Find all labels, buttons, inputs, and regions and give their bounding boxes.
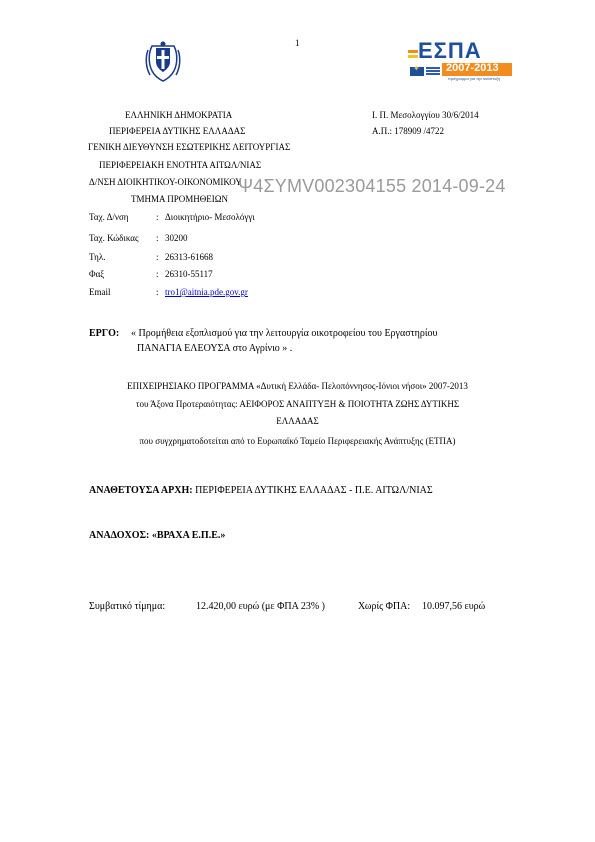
programme-line2: του Άξονα Προτεραιότητας: ΑΕΙΦΟΡΟΣ ΑΝΑΠΤΥΞΗ & ΠΟΙΟΤΗΤΑ ΖΩΗΣ ΔΥΤΙΚΗΣ bbox=[135, 399, 460, 409]
project-title-line1: « Προμήθεια εξοπλισμού για την λειτουργία οικοτροφείου του Εργαστηρίου bbox=[131, 328, 438, 339]
eu-flag-icon: ✦ bbox=[410, 67, 424, 76]
email-label: Email bbox=[89, 287, 111, 297]
header-line-republic: ΕΛΛΗΝΙΚΗ ΔΗΜΟΚΡΑΤΙΑ bbox=[125, 110, 233, 120]
header-line-directorate: ΓΕΝΙΚΗ ΔΙΕΥΘΥΝΣΗ ΕΣΩΤΕΡΙΚΗΣ ΛΕΙΤΟΥΡΓΙΑΣ bbox=[88, 142, 291, 152]
project-title-line2: ΠΑΝΑΓΙΑ ΕΛΕΟΥΣΑ στο Αγρίνιο » . bbox=[137, 343, 293, 354]
phone-value: 26313-61668 bbox=[165, 252, 213, 262]
espa-tagline: πρόγραμμα για την ανάπτυξη bbox=[448, 76, 501, 81]
espa-years-box bbox=[442, 63, 512, 76]
authority-label: ΑΝΑΘΕΤΟΥΣΑ ΑΡΧΗ: bbox=[89, 485, 193, 496]
project-label: ΕΡΓΟ: bbox=[89, 328, 120, 339]
email-sep: : bbox=[156, 287, 159, 297]
header-line-unit: ΠΕΡΙΦΕΡΕΙΑΚΗ ΕΝΟΤΗΤΑ ΑΙΤΩΛ/ΝΙΑΣ bbox=[99, 160, 262, 170]
contractor bbox=[89, 530, 225, 541]
email-link[interactable]: tro1@aitnia.pde.gov.gr bbox=[165, 287, 248, 297]
price-without-vat-value: 10.097,56 ευρώ bbox=[422, 601, 486, 612]
header-line-region: ΠΕΡΙΦΕΡΕΙΑ ΔΥΤΙΚΗΣ ΕΛΛΑΔΑΣ bbox=[109, 126, 246, 136]
price-with-vat: 12.420,00 ευρώ (με ΦΠΑ 23% ) bbox=[196, 601, 325, 612]
protocol-number: Α.Π.: 178909 /4722 bbox=[372, 126, 444, 136]
place-date: Ι. Π. Μεσολογγίου 30/6/2014 bbox=[372, 110, 479, 120]
zip-sep: : bbox=[156, 233, 159, 243]
phone-sep: : bbox=[156, 252, 159, 262]
fax-value: 26310-55117 bbox=[165, 269, 213, 279]
espa-stripe-yellow bbox=[408, 55, 418, 58]
programme-line4: που συγχρηματοδοτείται από το Ευρωπαϊκό Ταμείο Περιφερειακής Ανάπτυξης (ΕΤΠΑ) bbox=[139, 436, 456, 446]
fax-label: Φαξ bbox=[89, 269, 105, 279]
contractor-label: ΑΝΑΔΟΧΟΣ: bbox=[89, 530, 150, 541]
contractor-value: «ΒΡΑΧΑ Ε.Π.Ε.» bbox=[149, 530, 226, 541]
espa-logo-title: ΕΣΠΑ bbox=[418, 38, 482, 63]
authority-value: ΠΕΡΙΦΕΡΕΙΑ ΔΥΤΙΚΗΣ ΕΛΛΑΔΑΣ - Π.Ε. ΑΙΤΩΛ/ΝΙΑΣ bbox=[192, 485, 433, 496]
price-label: Συμβατικό τίμημα: bbox=[89, 601, 166, 612]
header-line-department: Δ/ΝΣΗ ΔΙΟΙΚΗΤΙΚΟΥ-ΟΙΚΟΝΟΜΙΚΟΥ bbox=[89, 177, 242, 187]
programme-line1: ΕΠΙΧΕΙΡΗΣΙΑΚΟ ΠΡΟΓΡΑΜΜΑ «Δυτική Ελλάδα- Πελοπόννησος-Ιόνιοι νήσοι» 2007-2013 bbox=[127, 381, 468, 391]
zip-label: Ταχ. Κώδικας bbox=[89, 233, 139, 243]
programme-line3: ΕΛΛΑΔΑΣ bbox=[276, 416, 319, 426]
address-value: Διοικητήριο- Μεσολόγγι bbox=[165, 212, 255, 222]
espa-logo bbox=[408, 38, 514, 81]
page-number: 1 bbox=[295, 38, 300, 48]
espa-years: 2007-2013 bbox=[446, 62, 499, 74]
header-line-office: ΤΜΗΜΑ ΠΡΟΜΗΘΕΙΩΝ bbox=[131, 194, 228, 204]
price-without-vat-label: Χωρίς ΦΠΑ: bbox=[358, 601, 411, 612]
phone-label: Τηλ. bbox=[89, 252, 106, 262]
address-label: Ταχ. Δ/νση bbox=[89, 212, 129, 222]
ada-watermark: Ψ4ΣΥΜV002304155 2014-09-24 bbox=[238, 176, 506, 196]
zip-value: 30200 bbox=[165, 233, 188, 243]
address-sep: : bbox=[156, 212, 159, 222]
espa-stripe-orange bbox=[408, 50, 418, 53]
greek-flag-icon bbox=[426, 67, 440, 76]
contracting-authority bbox=[89, 485, 433, 496]
coat-of-arms-emblem bbox=[144, 40, 182, 82]
fax-sep: : bbox=[156, 269, 159, 279]
